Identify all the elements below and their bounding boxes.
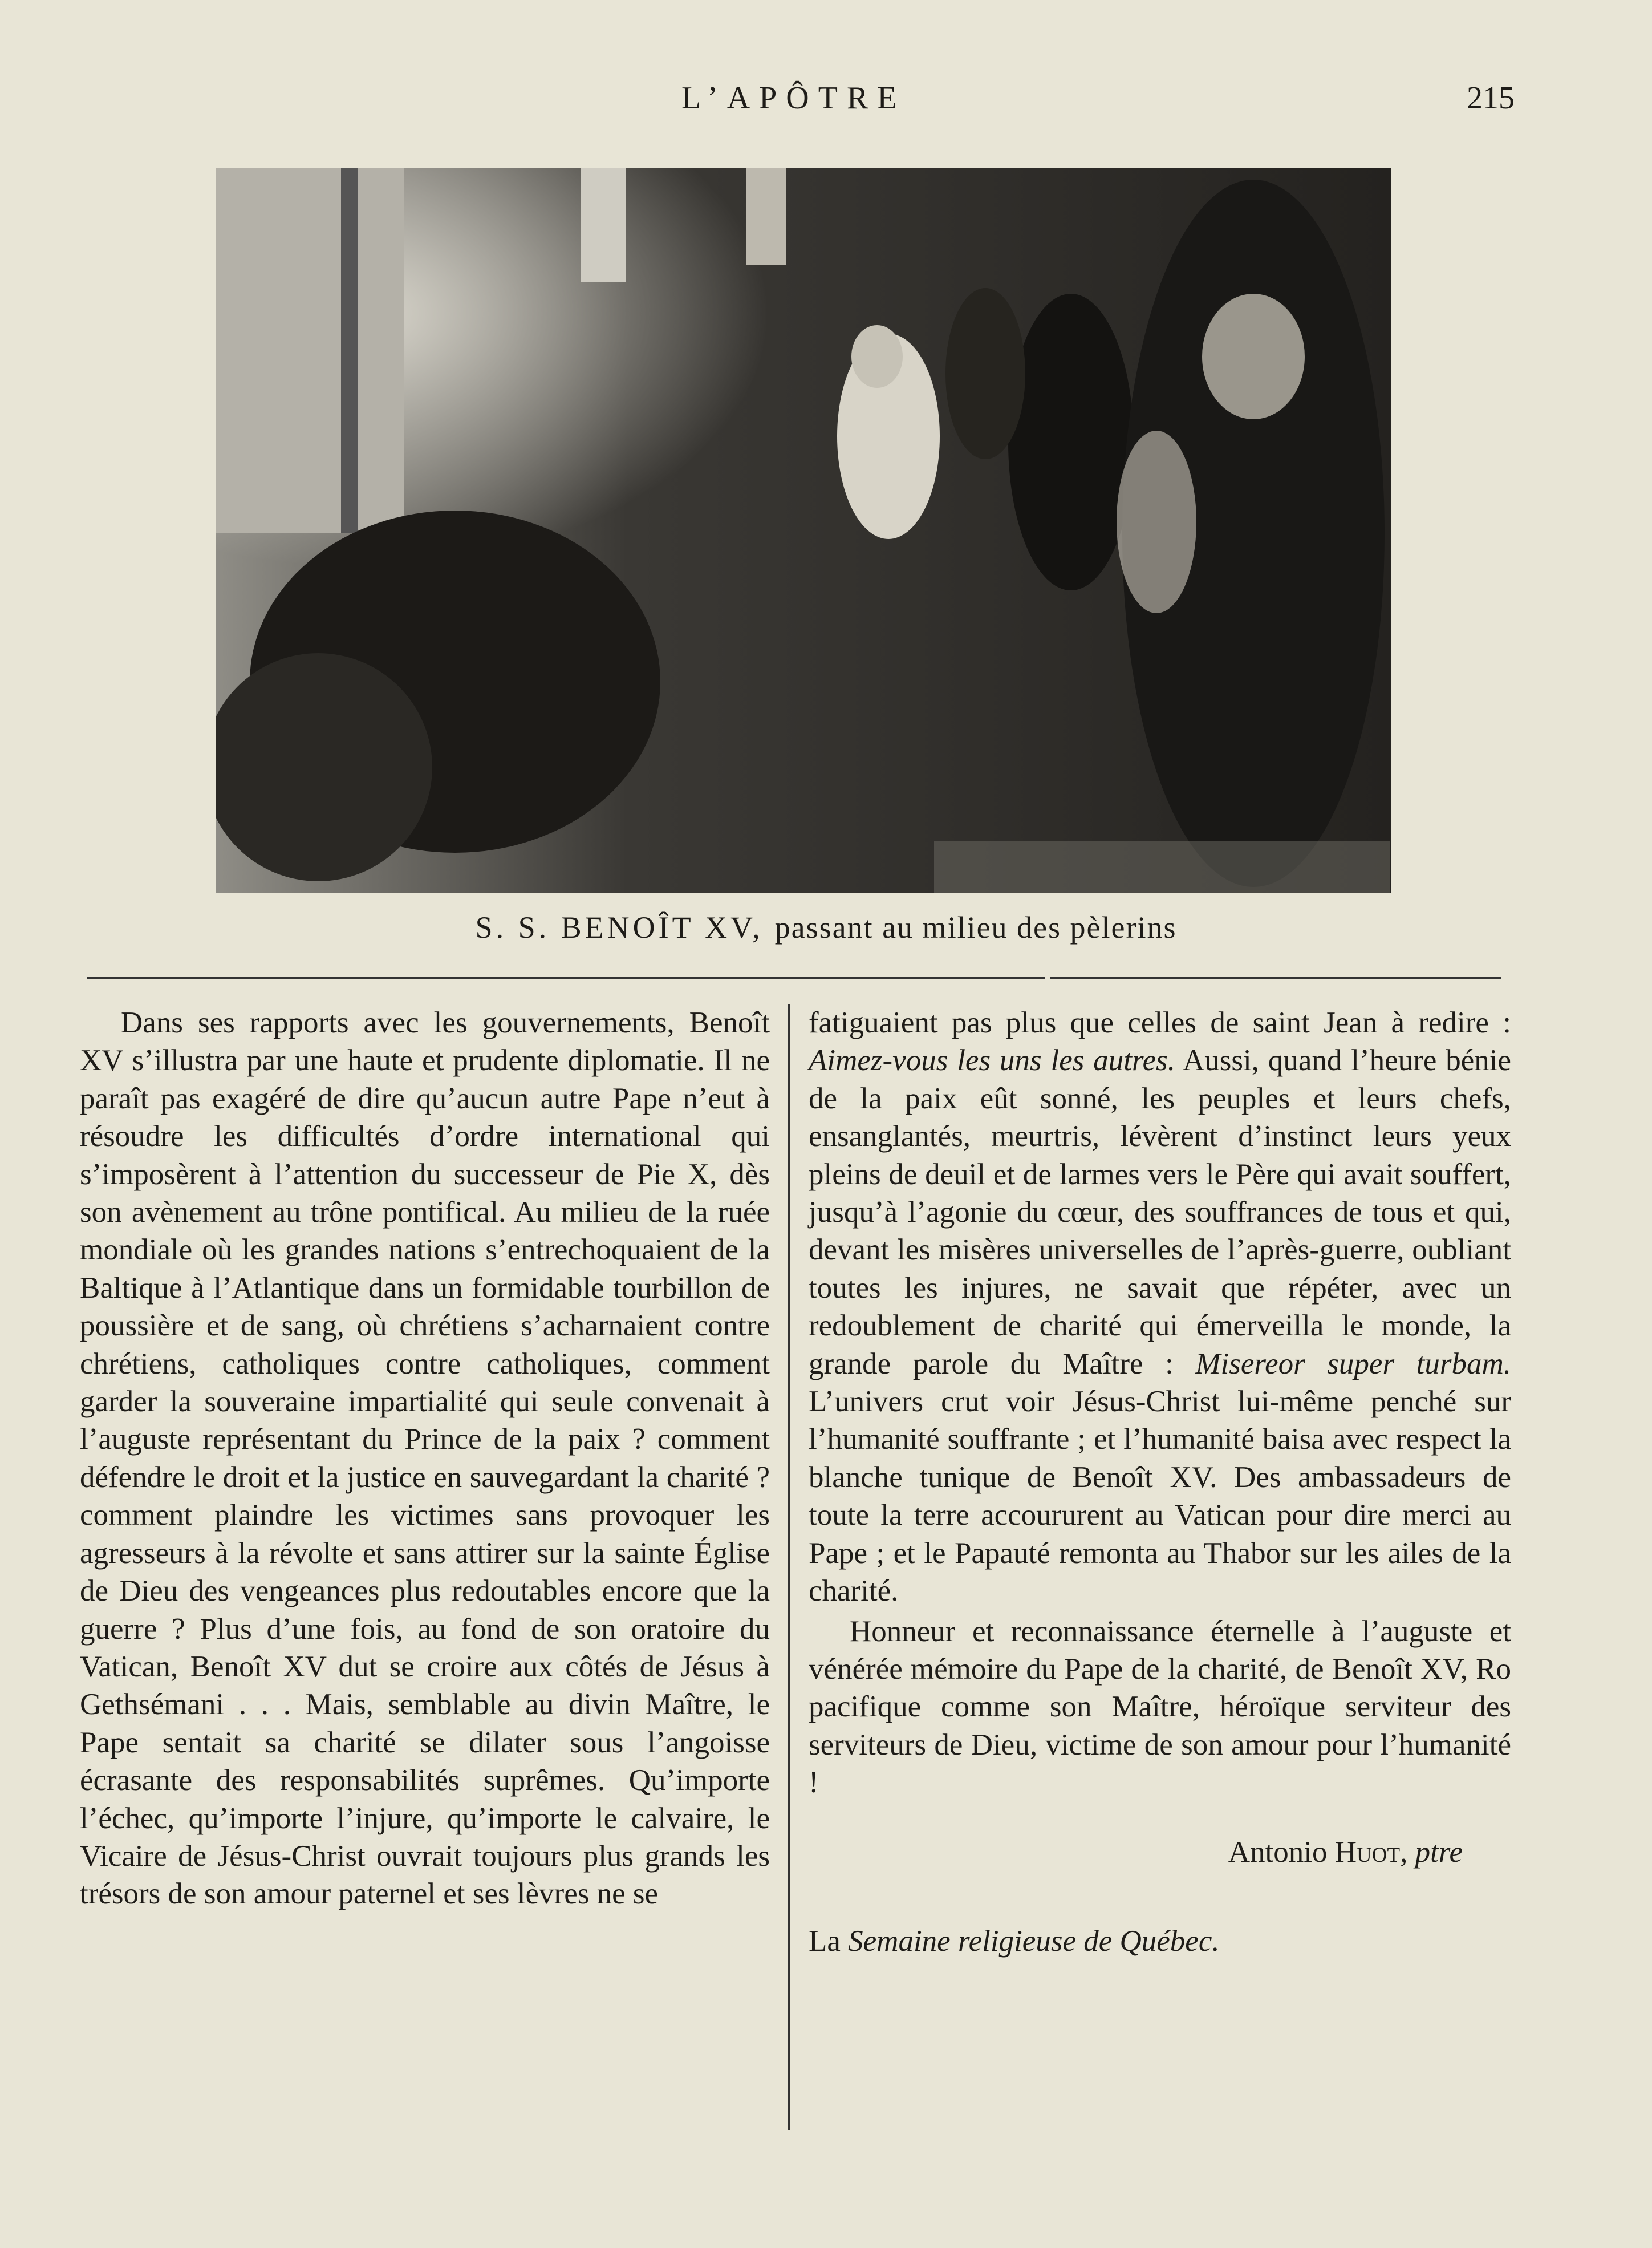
right-p1-quote-2: Misereor super turbam. bbox=[1195, 1347, 1512, 1380]
column-divider bbox=[788, 1004, 790, 2130]
source-prefix: La bbox=[809, 1924, 849, 1958]
article-right-column bbox=[809, 1004, 1511, 1960]
pope-photograph bbox=[216, 168, 1391, 893]
right-paragraph-2: Honneur et reconnaissance éternelle à l’auguste et vénérée mémoire du Pape de la charité, de Benoît XV, Ro pacifique comme son Maître, héroïque serviteur des serviteurs de Dieu, victime de son amour pour l’humanité ! bbox=[809, 1614, 1511, 1800]
section-rule-right bbox=[1050, 977, 1501, 979]
right-p1-part-a: fatiguaient pas plus que celles de saint Jean à redire : bbox=[809, 1006, 1511, 1039]
article-source bbox=[809, 1922, 1511, 1960]
right-p1-part-c: L’univers crut voir Jésus-Christ lui-même penché sur l’humanité souffrante ; et l’humanité baisa avec respect la blanche tunique de Benoît XV. Des ambassadeurs de toute la terre accoururent au Vatican pour dire merci au Pape ; et le Papauté remonta au Thabor sur les ailes de la charité. bbox=[809, 1385, 1511, 1608]
article-left-column bbox=[80, 1004, 770, 1913]
source-title: Semaine religieuse de Québec. bbox=[848, 1924, 1220, 1958]
page-number: 215 bbox=[1467, 80, 1515, 116]
right-p1-quote-1: Aimez-vous les uns les autres. bbox=[809, 1044, 1176, 1078]
signature-surname: Huot bbox=[1334, 1835, 1401, 1869]
signature-title: ptre bbox=[1415, 1835, 1463, 1869]
caption-text: passant au milieu des pèlerins bbox=[774, 910, 1177, 945]
photo-caption bbox=[0, 910, 1652, 945]
author-signature: Antonio Huot, ptre bbox=[1228, 1835, 1463, 1869]
left-paragraph: Dans ses rapports avec les gouvernements, Benoît XV s’illustra par une haute et prudente diplomatie. Il ne paraît pas exagéré de dire qu’aucun autre Pape n’eut à résoudre les difficultés d’ordre international qui s’imposèrent à l’attention du successeur de Pie X, dès son avènement au trône pontifical. Au milieu de la ruée mondiale où les grandes nations s’entrechoquaient de la Baltique à l’Atlantique dans un formidable tourbillon de poussière et de sang, où chrétiens s’acharnaient contre chrétiens, catholiques contre catholiques, comment garder la souveraine impartialité qui seule convenait à l’auguste représentant du Prince de la paix ? comment défendre le droit et la justice en sauvegardant la charité ? comment plaindre les victimes sans provoquer les agresseurs à la révolte et sans attirer sur la sainte Église de Dieu des vengeances plus redoutables encore que la guerre ? Plus d’une fois, au fond de son oratoire du Vatican, Benoît XV dut se croire aux côtés de Jésus à Gethsémani . . . Mais, semblable au divin Maître, le Pape sentait sa charité se dilater sous l’angoisse écrasante des responsabilités suprêmes. Qu’importe l’échec, qu’importe l’injure, qu’importe le calvaire, le Vicaire de Jésus-Christ ouvrait toujours plus grands les trésors de son amour paternel et ses lèvres ne se bbox=[80, 1006, 770, 1911]
right-paragraph-1 bbox=[809, 1004, 1511, 1610]
photograph-image bbox=[216, 168, 1391, 893]
section-rule-left bbox=[87, 977, 1045, 979]
signature-name: Antonio bbox=[1228, 1835, 1335, 1869]
right-p1-part-b: Aussi, quand l’heure bénie de la paix eût sonné, les peuples et leurs chefs, ensanglantés, meurtris, lévèrent d’instinct leurs yeux pleins de deuil et de larmes vers le Père qui avait souffert, jusqu’à l’agonie du cœur, des souffrances de tous et qui, devant les misères universelles de l’après-guerre, oubliant toutes les injures, ne savait que répéter, avec un redoublement de charité qui émerveilla le monde, la grande parole du Maître : bbox=[809, 1044, 1511, 1380]
caption-name: S. S. BENOÎT XV, bbox=[475, 910, 764, 945]
page-header bbox=[0, 74, 1652, 120]
journal-title: L’APÔTRE bbox=[681, 80, 906, 116]
